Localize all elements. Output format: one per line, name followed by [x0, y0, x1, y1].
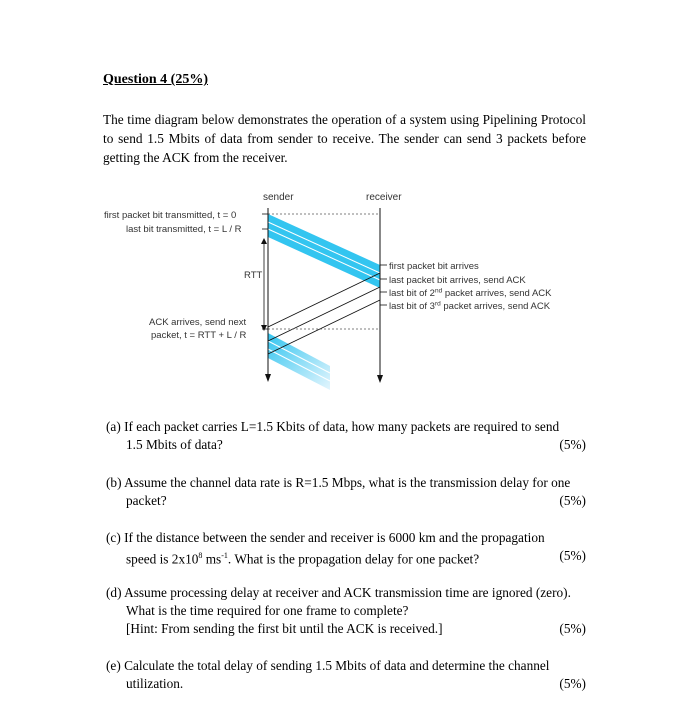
- question-e-line2: utilization.: [126, 676, 184, 691]
- question-e: [106, 657, 586, 693]
- ack-arrives-label-2: packet, t = RTT + L / R: [151, 330, 247, 341]
- first-packet-bit-arrives-label: first packet bit arrives: [389, 261, 479, 272]
- ack-arrives-label-1: ACK arrives, send next: [149, 317, 247, 328]
- rtt-arrow-up: [261, 238, 267, 244]
- question-c-marks: (5%): [559, 548, 586, 563]
- question-a-line2: 1.5 Mbits of data?: [126, 437, 223, 452]
- question-e-text: (e) Calculate the total delay of sending 1.5 Mbits of data and determine the channel: [106, 658, 550, 673]
- question-heading: Question 4 (25%): [103, 72, 208, 87]
- question-b-marks: (5%): [559, 493, 586, 508]
- second-packet-arrives-label: last bit of 2nd packet arrives, send ACK: [389, 287, 552, 299]
- receiver-timeline-arrow: [377, 375, 383, 383]
- third-packet-arrives-label: last bit of 3rd packet arrives, send ACK: [389, 300, 551, 312]
- question-d: [106, 584, 586, 638]
- rtt-arrow-down: [261, 325, 267, 331]
- question-c: [106, 529, 586, 568]
- question-d-line2: What is the time required for one frame to complete?: [126, 603, 409, 618]
- last-packet-bit-arrives-label: last packet bit arrives, send ACK: [389, 275, 526, 286]
- rtt-label: RTT: [244, 270, 263, 281]
- question-c-text: (c) If the distance between the sender and receiver is 6000 km and the propagation: [106, 530, 545, 545]
- ack-line-3: [268, 300, 380, 354]
- packet-transmission-band: [268, 214, 380, 288]
- question-a-marks: (5%): [559, 437, 586, 452]
- ack-line-1: [268, 273, 380, 327]
- sender-timeline-arrow: [265, 374, 271, 382]
- question-b-line2: packet?: [126, 493, 167, 508]
- question-e-marks: (5%): [559, 676, 586, 691]
- last-bit-transmitted-label: last bit transmitted, t = L / R: [126, 224, 242, 235]
- next-packet-band: [268, 333, 330, 390]
- receiver-label: receiver: [366, 192, 402, 203]
- question-d-marks: (5%): [559, 621, 586, 636]
- intro-text: The time diagram below demonstrates the operation of a system using Pipelining Protocol to send 1.5 Mbits of data from sender to receive. The sender can send 3 packets before getting the ACK from the receiver.: [103, 112, 586, 165]
- question-b: [106, 474, 586, 510]
- question-a: [106, 418, 586, 454]
- question-a-text: (a) If each packet carries L=1.5 Kbits of data, how many packets are required to send: [106, 419, 560, 434]
- first-bit-transmitted-label: first packet bit transmitted, t = 0: [104, 210, 237, 221]
- question-c-line2: speed is $2x10^8$ $ms^{-1}$. What is the propagation delay for one packet?: [126, 551, 480, 567]
- question-d-hint: [Hint: From sending the first bit until the ACK is received.]: [126, 621, 443, 636]
- question-b-text: (b) Assume the channel data rate is R=1.5 Mbps, what is the transmission delay for one: [106, 475, 571, 490]
- sender-label: sender: [263, 192, 294, 203]
- ack-line-2: [268, 287, 380, 341]
- question-d-text: (d) Assume processing delay at receiver and ACK transmission time are ignored (zero).: [106, 585, 571, 600]
